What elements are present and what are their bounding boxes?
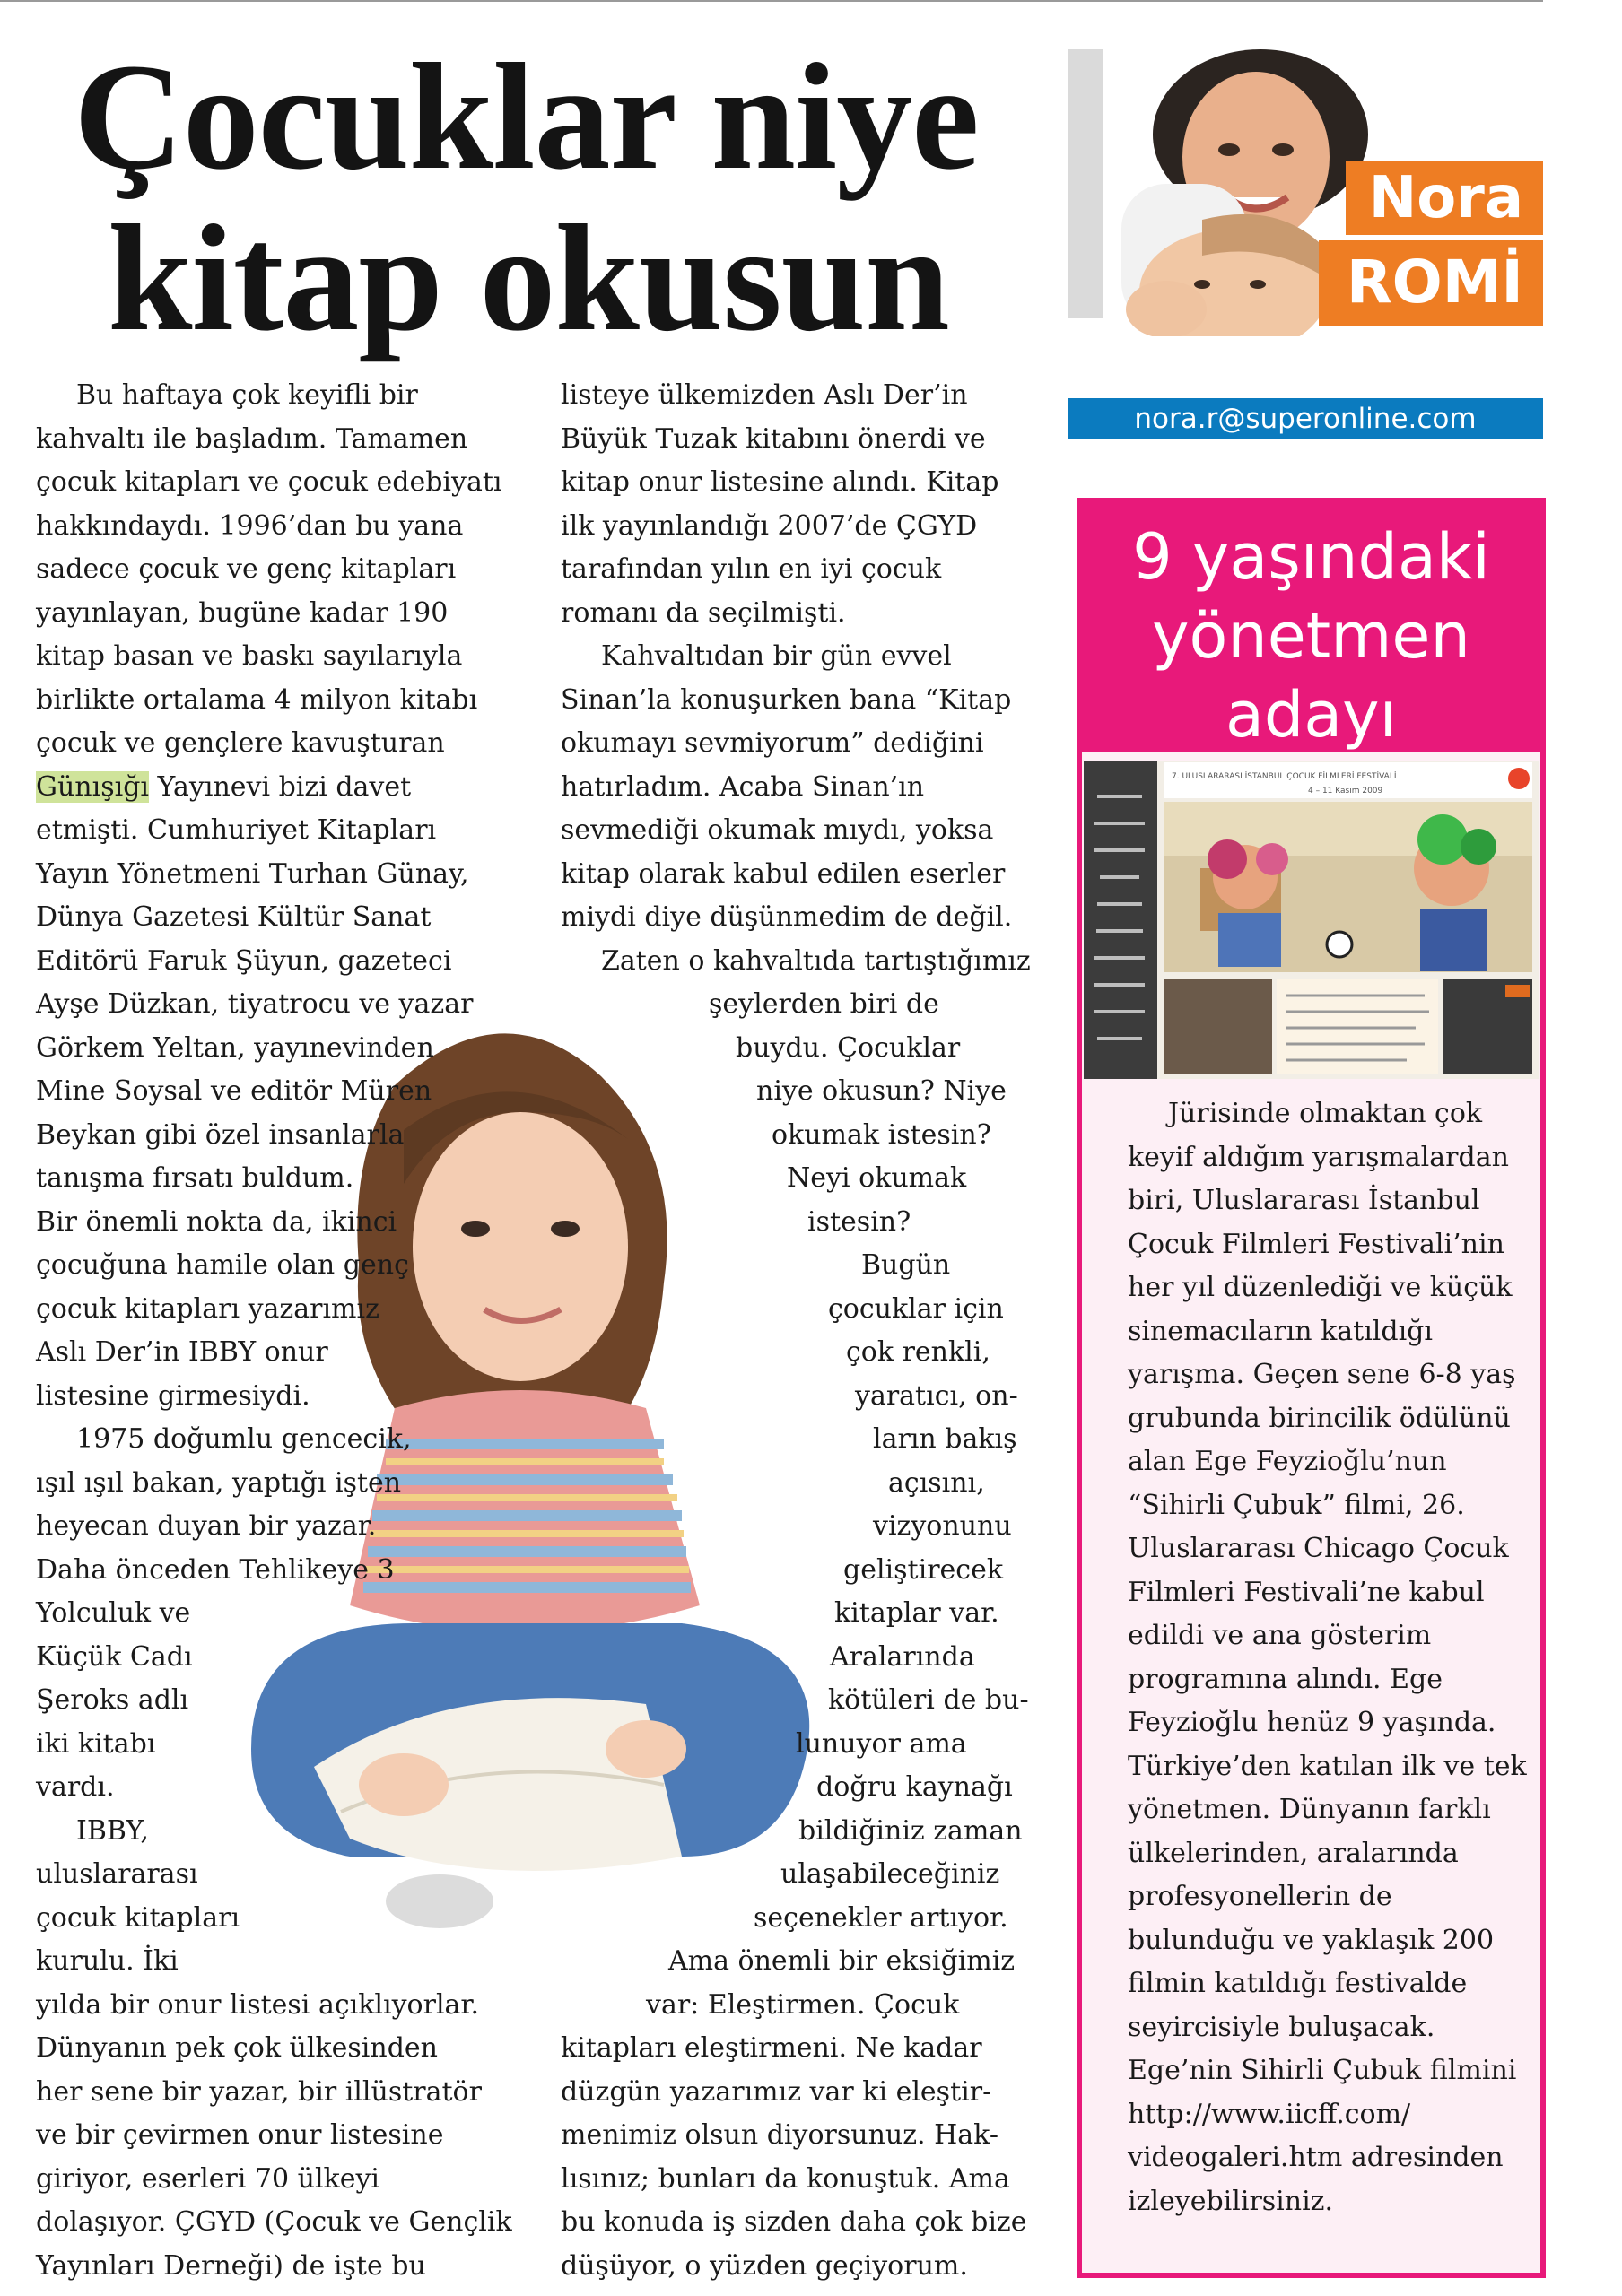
sidebar-line: izleyebilirsiniz. [1128,2185,1334,2217]
article-column-1 [36,374,538,2288]
article-line: var: Eleştirmen. Çocuk [646,1988,960,2021]
article-line: tanışma fırsatı buldum. [36,1162,354,1194]
article-line: Küçük Cadı [36,1640,193,1673]
sidebar-line: yönetmen. Dünyanın farklı [1128,1794,1491,1825]
article-column-2 [561,374,1063,2288]
article-line: hatırladım. Acaba Sinan’ın [561,770,925,803]
article-line: çocuk ve gençlere kavuşturan [36,727,445,759]
article-line: çocuk kitapları yazarımız [36,1292,379,1325]
article-line: çocuk kitapları [36,1901,240,1934]
article-line: geliştirecek [843,1553,1004,1586]
article-line: çok renkli, [846,1336,990,1368]
article-line: listesine girmesiydi. [36,1379,310,1412]
sidebar-line: alan Ege Feyzioğlu’nun [1128,1446,1447,1477]
article-line: Görkem Yeltan, yayınevinden [36,1031,434,1064]
sidebar-line: “Sihirli Çubuk” filmi, 26. [1128,1489,1465,1521]
article-line: Sinan’la konuşurken bana “Kitap [561,683,1012,716]
article-line: kitapları eleştirmeni. Ne kadar [561,2032,982,2064]
festival-banner-text: 7. ULUSLARARASI İSTANBUL ÇOCUK FİLMLERİ FESTİVALİ [1172,772,1397,781]
sidebar-line: bulunduğu ve yaklaşık 200 [1128,1924,1495,1956]
article-line: şeylerden biri de [709,988,939,1020]
article-line: okumak istesin? [772,1118,991,1151]
article-line: kötüleri de bu- [828,1684,1029,1716]
article-line: Bir önemli nokta da, ikinci [36,1205,397,1238]
article-line: yayınlayan, bugüne kadar 190 [36,596,449,629]
article-line: listeye ülkemizden Aslı Der’in [561,379,968,411]
sidebar-line: grubunda birincilik ödülünü [1128,1402,1511,1434]
article-line: 1975 doğumlu gencecik, [76,1423,412,1455]
article-line: Ayşe Düzkan, tiyatrocu ve yazar [36,988,474,1020]
article-line: tarafından yılın en iyi çocuk [561,553,942,585]
sidebar-title-line-1: 9 yaşındaki [1132,520,1490,594]
sidebar-line: sinemacıların katıldığı [1128,1315,1433,1347]
article-line: çocuklar için [828,1292,1004,1325]
article-line: ilk yayınlandığı 2007’de ÇGYD [561,509,978,542]
article-line: Zaten o kahvaltıda tartıştığımız [601,944,1031,977]
sidebar-line: Çocuk Filmleri Festivali’nin [1128,1228,1504,1260]
article-line: yılda bir onur listesi açıklıyorlar. [36,1988,480,2021]
article-line: kitap onur listesine alındı. Kitap [561,466,999,498]
article-line: Yayın Yönetmeni Turhan Günay, [36,857,469,890]
article-line: birlikte ortalama 4 milyon kitabı [36,683,478,716]
article-line: Dünya Gazetesi Kültür Sanat [36,901,432,933]
article-line: Bugün [861,1249,951,1281]
sidebar-line: keyif aldığım yarışmalardan [1128,1141,1509,1173]
article-line: Neyi okumak [787,1162,967,1194]
sidebar-body [1128,1092,1540,2223]
article-line: okumayı sevmiyorum” dediğini [561,727,984,759]
article-line: Yolculuk ve [36,1597,191,1629]
article-line: ışıl ışıl bakan, yaptığı işten [36,1466,402,1499]
sidebar-line: biri, Uluslararası İstanbul [1128,1185,1480,1216]
author-last-name: ROMİ [1319,240,1543,326]
author-email[interactable]: nora.r@superonline.com [1068,398,1543,439]
sidebar-title-line-3: adayı [1225,678,1398,752]
headline-line-1: Çocuklar niye [74,32,979,201]
article-line: IBBY, [76,1814,149,1847]
article-line: istesin? [807,1205,911,1238]
article-line: uluslararası [36,1858,198,1890]
article-line: buydu. Çocuklar [736,1031,961,1064]
article-line: düzgün yazarımız var ki eleştir- [561,2075,992,2108]
article-line: Beykan gibi özel insanlarla [36,1118,405,1151]
article-line: ların bakış [873,1423,1017,1455]
article-line: Şeroks adlı [36,1684,189,1716]
author-first-name: Nora [1346,161,1543,235]
article-line: bu konuda iş sizden daha çok bize [561,2206,1027,2238]
festival-dates-text: 4 – 11 Kasım 2009 [1308,787,1383,796]
sidebar-line: videogaleri.htm adresinden [1128,2142,1504,2173]
article-line-rest: Yayınevi bizi davet [157,770,412,803]
article-line: heyecan duyan bir yazar. [36,1510,377,1542]
article-line: Bu haftaya çok keyifli bir [76,379,418,411]
article-line: ve bir çevirmen onur listesine [36,2119,444,2151]
sidebar-line: edildi ve ana gösterim [1128,1620,1432,1651]
article-line: Daha önceden Tehlikeye 3 [36,1553,395,1586]
sidebar-line: ülkelerinden, aralarında [1128,1837,1459,1869]
article-line: Büyük Tuzak kitabını önerdi ve [561,422,986,455]
article-line: bildiğiniz zaman [798,1814,1023,1847]
sidebar-line: seyircisiyle buluşacak. [1128,2011,1435,2043]
article-line: Yayınları Derneği) de işte bu [36,2249,426,2282]
article-line: açısını, [888,1466,985,1499]
article-line: her sene bir yazar, bir illüstratör [36,2075,482,2108]
sidebar-line: yarışma. Geçen sene 6-8 yaş [1128,1359,1516,1390]
sidebar-line: her yıl düzenlediği ve küçük [1128,1272,1513,1303]
sidebar-line: Uluslararası Chicago Çocuk [1128,1533,1509,1564]
article-line: çocuğuna hamile olan genç [36,1249,409,1281]
article-line: romanı da seçilmişti. [561,596,846,629]
article-line: iki kitabı [36,1727,156,1760]
article-line: kitap olarak kabul edilen eserler [561,857,1006,890]
sidebar-line: Jürisinde olmaktan çok [1168,1098,1483,1129]
article-line: lunuyor ama [796,1727,967,1760]
sidebar-line: Türkiye’den katılan ilk ve tek [1128,1750,1527,1782]
article-line: Kahvaltıdan bir gün evvel [601,640,952,672]
article-line: kahvaltı ile başladım. Tamamen [36,422,468,455]
sidebar-title-line-2: yönetmen [1152,599,1470,673]
festival-website-screenshot [1084,761,1539,1079]
article-line: kitap basan ve baskı sayılarıyla [36,640,463,672]
sidebar-line: Feyzioğlu henüz 9 yaşında. [1128,1707,1496,1738]
article-line: lısınız; bunları da konuştuk. Ama [561,2162,1010,2195]
sidebar-line: Ege’nin Sihirli Çubuk filmini [1128,2055,1517,2086]
article-line: hakkındaydı. 1996’dan bu yana [36,509,464,542]
top-rule [0,0,1543,2]
article-line: Aralarında [830,1640,975,1673]
article-line: sevmediği okumak mıydı, yoksa [561,814,994,846]
article-line: seçenekler artıyor. [754,1901,1008,1934]
article-line: menimiz olsun diyorsunuz. Hak- [561,2119,998,2151]
article-line: etmişti. Cumhuriyet Kitapları [36,814,437,846]
article-line: kitaplar var. [834,1597,999,1629]
sidebar-line: filmin katıldığı festivalde [1128,1968,1468,1999]
article-line [36,766,538,810]
article-line: Dünyanın pek çok ülkesinden [36,2032,438,2064]
article-line: vardı. [36,1771,115,1803]
article-line: Ama önemli bir eksiğimiz [668,1945,1016,1977]
article-line: Editörü Faruk Şüyun, gazeteci [36,944,452,977]
sidebar-line: Filmleri Festivali’ne kabul [1128,1576,1485,1608]
article-line: sadece çocuk ve genç kitapları [36,553,457,585]
article-line: doğru kaynağı [816,1771,1013,1803]
article-line: yaratıcı, on- [855,1379,1018,1412]
article-line: Mine Soysal ve editör Müren [36,1075,432,1107]
sidebar-line: profesyonellerin de [1128,1881,1392,1912]
sidebar-line: programına alındı. Ege [1128,1663,1443,1695]
publisher-name-highlight: Günışığı [36,770,149,803]
article-line: vizyonunu [873,1510,1012,1542]
article-line: düşüyor, o yüzden geçiyorum. [561,2249,968,2282]
article-line: Aslı Der’in IBBY onur [36,1336,328,1368]
festival-website-illustration [1084,761,1539,1079]
article-line: miydi diye düşünmedim de değil. [561,901,1013,933]
headline-line-2: kitap okusun [108,194,949,362]
article-line: dolaşıyor. ÇGYD (Çocuk ve Gençlik [36,2206,512,2238]
article-line: niye okusun? Niye [756,1075,1007,1107]
article-line: kurulu. İki [36,1945,179,1977]
sidebar-link[interactable]: http://www.iicff.com/ [1128,2098,1411,2130]
article-line: ulaşabileceğiniz [780,1858,1000,1890]
article-line: çocuk kitapları ve çocuk edebiyatı [36,466,502,498]
article-line: giriyor, eserleri 70 ülkeyi [36,2162,380,2195]
